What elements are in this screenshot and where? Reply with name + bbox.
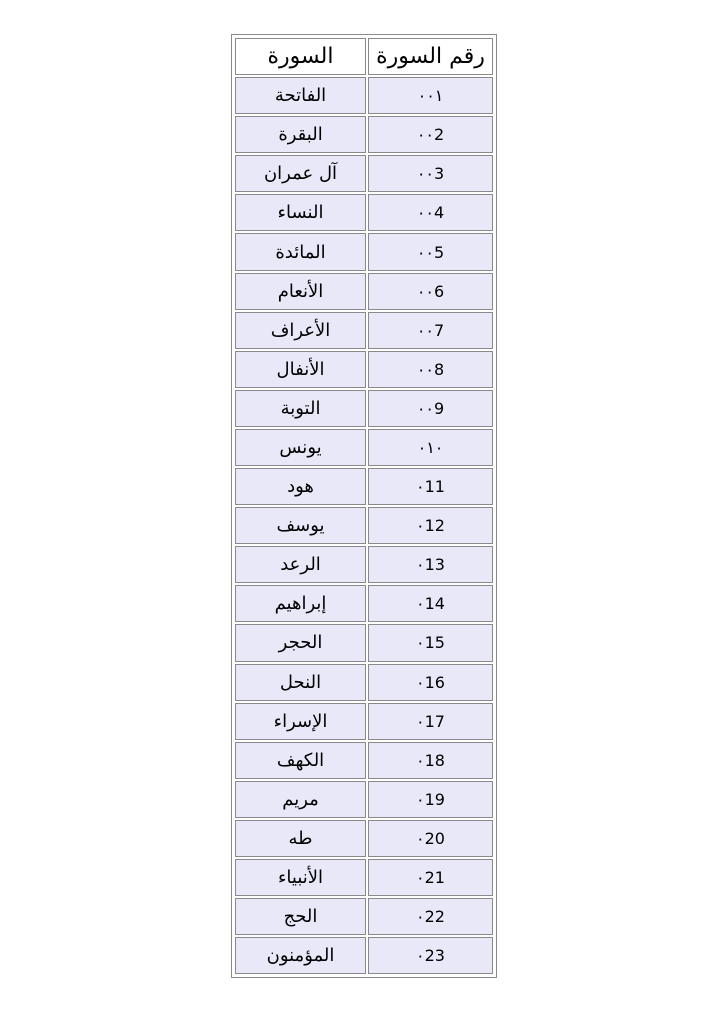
table-row bbox=[234, 193, 494, 232]
surah-number-cell: ٠٠5 bbox=[368, 233, 493, 270]
table-header-row bbox=[234, 37, 494, 76]
surah-name-cell: الأعراف bbox=[235, 312, 366, 349]
table-row bbox=[234, 897, 494, 936]
surah-name-cell: الإسراء bbox=[235, 703, 366, 740]
table-row bbox=[234, 663, 494, 702]
table-row bbox=[234, 154, 494, 193]
table-row bbox=[234, 467, 494, 506]
table-row bbox=[234, 741, 494, 780]
surah-name-cell: النحل bbox=[235, 664, 366, 701]
table-row bbox=[234, 702, 494, 741]
table-row bbox=[234, 232, 494, 271]
table-row bbox=[234, 936, 494, 975]
table-row bbox=[234, 389, 494, 428]
surah-name-cell: النساء bbox=[235, 194, 366, 231]
surah-name-cell: التوبة bbox=[235, 390, 366, 427]
surah-number-cell: ٠٠9 bbox=[368, 390, 493, 427]
surah-number-cell: ٠19 bbox=[368, 781, 493, 818]
surah-name-cell: الحجر bbox=[235, 624, 366, 661]
surah-number-cell: ٠13 bbox=[368, 546, 493, 583]
surah-number-cell: ٠21 bbox=[368, 859, 493, 896]
surah-number-cell: ٠23 bbox=[368, 937, 493, 974]
surah-number-cell: ٠٠3 bbox=[368, 155, 493, 192]
table-row bbox=[234, 584, 494, 623]
table-row bbox=[234, 780, 494, 819]
surah-number-cell: ٠٠١ bbox=[368, 77, 493, 114]
surah-number-cell: ٠16 bbox=[368, 664, 493, 701]
table-row bbox=[234, 76, 494, 115]
surah-number-cell: ٠٠6 bbox=[368, 273, 493, 310]
table-row bbox=[234, 272, 494, 311]
surah-name-cell: هود bbox=[235, 468, 366, 505]
header-surah-number: رقم السورة bbox=[368, 38, 493, 75]
surah-number-cell: ٠12 bbox=[368, 507, 493, 544]
table-body bbox=[234, 76, 494, 975]
surah-name-cell: الكهف bbox=[235, 742, 366, 779]
surah-name-cell: آل عمران bbox=[235, 155, 366, 192]
surah-number-cell: ٠15 bbox=[368, 624, 493, 661]
surah-name-cell: الأنفال bbox=[235, 351, 366, 388]
table-row bbox=[234, 311, 494, 350]
surah-number-cell: ٠٠7 bbox=[368, 312, 493, 349]
surah-number-cell: ٠14 bbox=[368, 585, 493, 622]
table-row bbox=[234, 545, 494, 584]
surah-name-cell: البقرة bbox=[235, 116, 366, 153]
surah-number-cell: ٠17 bbox=[368, 703, 493, 740]
surah-name-cell: يوسف bbox=[235, 507, 366, 544]
surah-name-cell: المؤمنون bbox=[235, 937, 366, 974]
surah-name-cell: طه bbox=[235, 820, 366, 857]
surah-name-cell: الفاتحة bbox=[235, 77, 366, 114]
surah-name-cell: الأنعام bbox=[235, 273, 366, 310]
surah-number-cell: ٠٠2 bbox=[368, 116, 493, 153]
surah-number-cell: ٠١٠ bbox=[368, 429, 493, 466]
surah-name-cell: المائدة bbox=[235, 233, 366, 270]
table-row bbox=[234, 115, 494, 154]
surah-name-cell: إبراهيم bbox=[235, 585, 366, 622]
table-row bbox=[234, 858, 494, 897]
table-row bbox=[234, 350, 494, 389]
surah-name-cell: الأنبياء bbox=[235, 859, 366, 896]
surah-number-cell: ٠٠8 bbox=[368, 351, 493, 388]
surah-table bbox=[231, 34, 497, 978]
surah-name-cell: الحج bbox=[235, 898, 366, 935]
surah-number-cell: ٠18 bbox=[368, 742, 493, 779]
surah-number-cell: ٠٠4 bbox=[368, 194, 493, 231]
table-row bbox=[234, 428, 494, 467]
surah-number-cell: ٠22 bbox=[368, 898, 493, 935]
table-row bbox=[234, 819, 494, 858]
header-surah-name: السورة bbox=[235, 38, 366, 75]
surah-name-cell: يونس bbox=[235, 429, 366, 466]
table-row bbox=[234, 623, 494, 662]
table-row bbox=[234, 506, 494, 545]
surah-number-cell: ٠11 bbox=[368, 468, 493, 505]
surah-name-cell: مريم bbox=[235, 781, 366, 818]
surah-name-cell: الرعد bbox=[235, 546, 366, 583]
surah-number-cell: ٠20 bbox=[368, 820, 493, 857]
